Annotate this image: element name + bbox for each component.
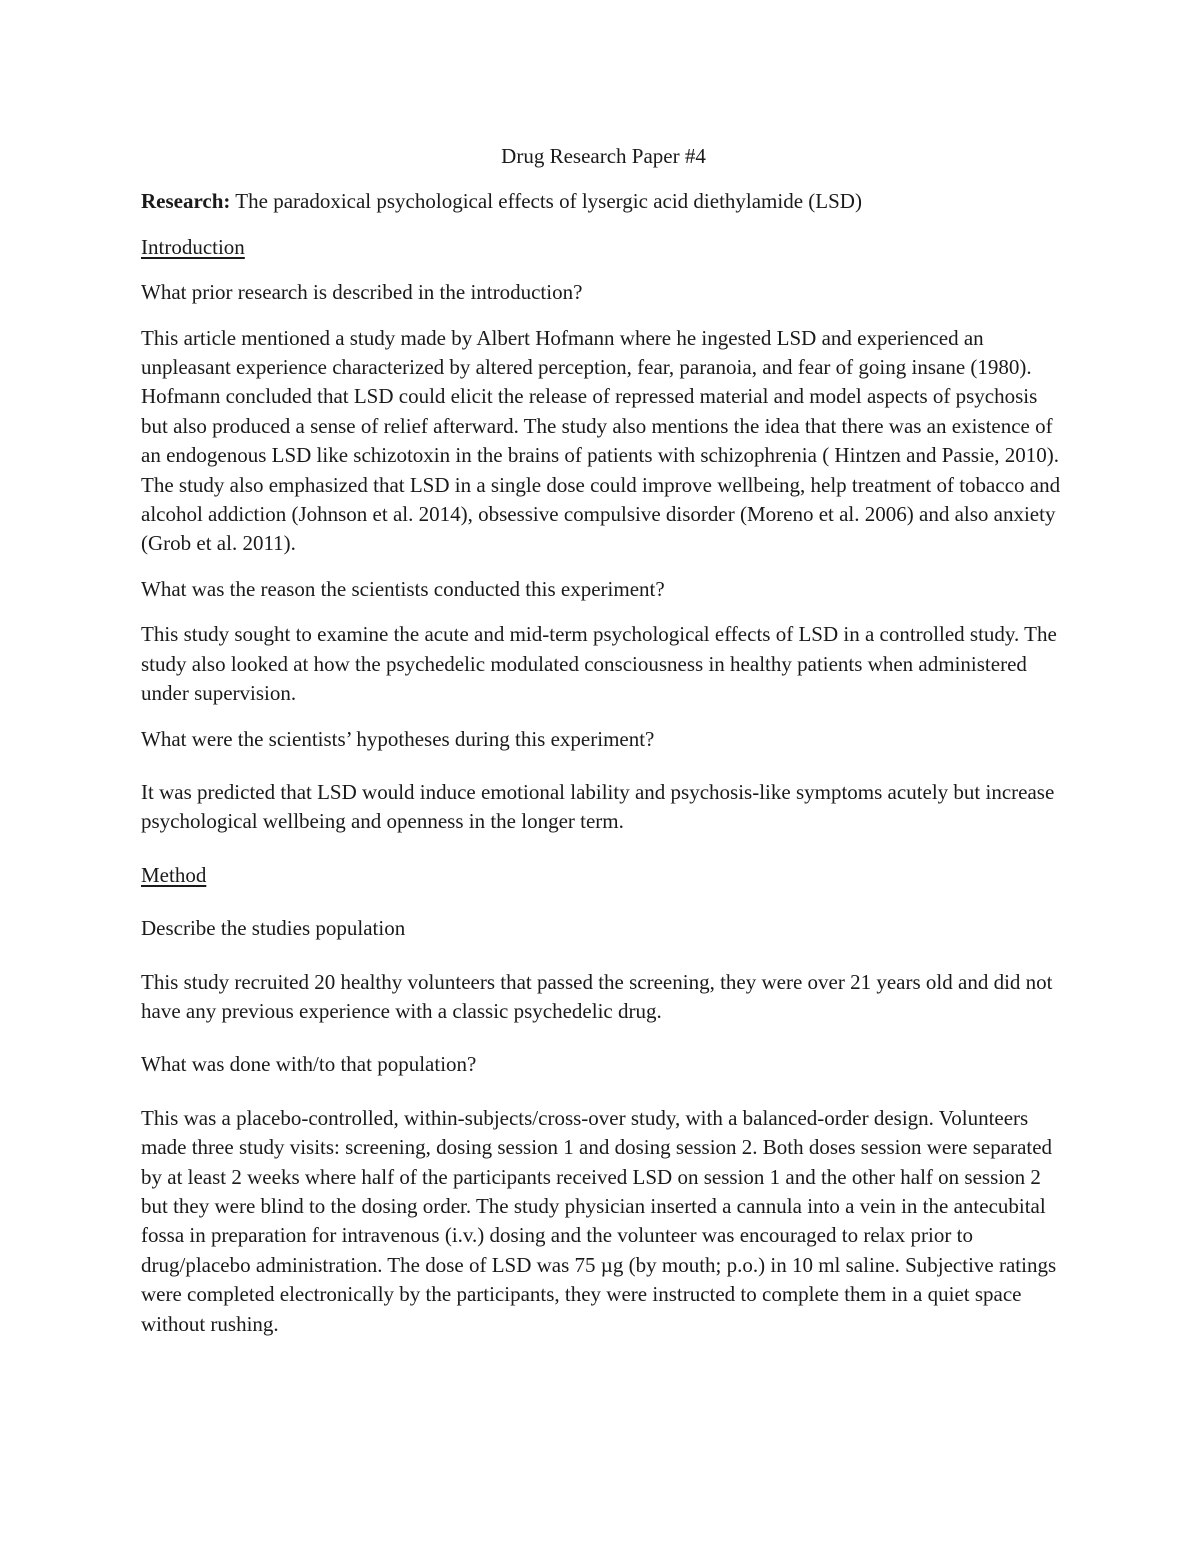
method-question-1: Describe the studies population xyxy=(141,916,406,941)
intro-question-1: What prior research is described in the introduction? xyxy=(141,280,583,305)
intro-question-2: What was the reason the scientists conducted this experiment? xyxy=(141,576,665,601)
method-question-2: What was done with/to that population? xyxy=(141,1052,477,1077)
research-label: Research: xyxy=(141,189,231,214)
page-title: Drug Research Paper #4 xyxy=(501,144,706,168)
method-answer-2: This was a placebo-controlled, within-subjects/cross-over study, with a balanced-order design. Volunteers made three study visits: screening, dosing session 1 and dosing session 2. Both doses session were separated by at least 2 weeks where half of the participants received LSD on session 1 and the other half on session 2 but they were blind to the dosing order. The study physician inserted a cannula into a vein in the antecubital fossa in preparation for intravenous (i.v.) dosing and the volunteer was encouraged to relax prior to drug/placebo administration. The dose of LSD was 75 µg (by mouth; p.o.) in 10 ml saline. Subjective ratings were completed electronically by the participants, they were instructed to complete them in a quiet space without rushing. xyxy=(141,1105,1057,1336)
introduction-heading: Introduction xyxy=(141,234,245,259)
document-page xyxy=(141,142,1066,1355)
intro-answer-2: This study sought to examine the acute and mid-term psychological effects of LSD in a controlled study. The study also looked at how the psychedelic modulated consciousness in healthy patients when administered under supervision. xyxy=(141,622,1057,706)
method-answer-1: This study recruited 20 healthy volunteers that passed the screening, they were over 21 years old and did not have any previous experience with a classic psychedelic drug. xyxy=(141,969,1053,1023)
intro-answer-3: It was predicted that LSD would induce emotional lability and psychosis-like symptoms acutely but increase psychological wellbeing and openness in the longer term. xyxy=(141,779,1055,834)
research-text: The paradoxical psychological effects of lysergic acid diethylamide (LSD) xyxy=(230,189,862,214)
method-heading: Method xyxy=(141,862,207,887)
intro-question-3: What were the scientists’ hypotheses during this experiment? xyxy=(141,726,655,751)
intro-answer-1: This article mentioned a study made by Albert Hofmann where he ingested LSD and experienced an unpleasant experience characterized by altered perception, fear, paranoia, and fear of going insane (1980). Hofmann concluded that LSD could elicit the release of repressed material and model aspects of psychosis but also produced a sense of relief afterward. The study also mentions the idea that there was an existence of an endogenous LSD like schizotoxin in the brains of patients with schizophrenia ( Hintzen and Passie, 2010). The study also emphasized that LSD in a single dose could improve wellbeing, help treatment of tobacco and alcohol addiction (Johnson et al. 2014), obsessive compulsive disorder (Moreno et al. 2006) and also anxiety (Grob et al. 2011). xyxy=(141,325,1061,556)
research-line xyxy=(141,187,1066,216)
